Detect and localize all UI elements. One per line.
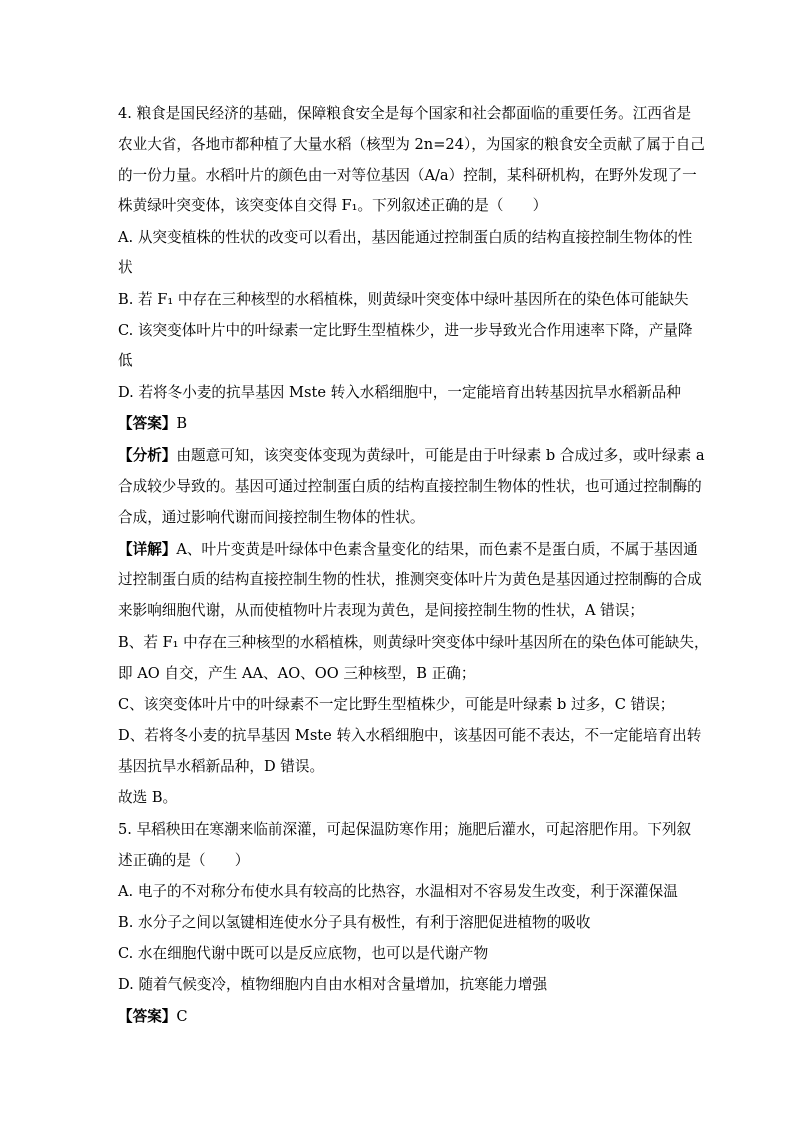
q4-stem-line: 株黄绿叶突变体，该突变体自交得 F₁。下列叙述正确的是（ ） xyxy=(118,197,548,214)
answer-value: B xyxy=(176,415,188,432)
analysis-text: 由题意可知，该突变体变现为黄绿叶，可能是由于叶绿素 b 合成过多，或叶绿素 a xyxy=(176,447,705,464)
q4-detail-line xyxy=(118,540,698,560)
q4-detail-line: 基因抗旱水稻新品种，D 错误。 xyxy=(118,758,325,775)
q4-option-c-cont: 低 xyxy=(118,352,133,369)
q4-stem-line: 农业大省，各地市都种植了大量水稻（核型为 2n=24），为国家的粮食安全贡献了属于自己 xyxy=(118,136,705,153)
q4-option-b: B. 若 F₁ 中存在三种核型的水稻植株，则黄绿叶突变体中绿叶基因所在的染色体可能缺失 xyxy=(118,291,689,308)
q4-conclusion: 故选 B。 xyxy=(118,789,178,806)
q4-analysis-line: 合成，通过影响代谢而间接控制生物体的性状。 xyxy=(118,509,425,526)
q4-detail-line: C、该突变体叶片中的叶绿素不一定比野生型植株少，可能是叶绿素 b 过多，C 错误； xyxy=(118,696,675,713)
answer-value: C xyxy=(176,1008,188,1025)
q4-detail-line: D、若将冬小麦的抗旱基因 Mste 转入水稻细胞中，该基因可能不表达，不一定能培育出转 xyxy=(118,727,702,744)
q5-stem-line: 5. 早稻秧田在寒潮来临前深灌，可起保温防寒作用；施肥后灌水，可起溶肥作用。下列叙 xyxy=(118,821,692,838)
analysis-label: 【分析】 xyxy=(118,447,177,464)
q4-stem-line: 的一份力量。水稻叶片的颜色由一对等位基因（A/a）控制，某科研机构，在野外发现了一 xyxy=(118,167,697,184)
q4-answer xyxy=(118,414,187,434)
q4-detail-line: B、若 F₁ 中存在三种核型的水稻植株，则黄绿叶突变体中绿叶基因所在的染色体可能缺失， xyxy=(118,634,709,651)
q4-stem-line: 4. 粮食是国民经济的基础，保障粮食安全是每个国家和社会都面临的重要任务。江西省是 xyxy=(118,105,692,122)
q4-option-a-cont: 状 xyxy=(118,259,133,276)
q4-detail-line: 来影响细胞代谢，从而使植物叶片表现为黄色，是间接控制生物的性状，A 错误； xyxy=(118,602,644,619)
answer-label: 【答案】 xyxy=(118,1008,177,1025)
q4-analysis-line: 合成较少导致的。基因可通过控制蛋白质的结构直接控制生物体的性状，也可通过控制酶的 xyxy=(118,478,702,495)
q5-option-b: B. 水分子之间以氢键相连使水分子具有极性，有利于溶肥促进植物的吸收 xyxy=(118,914,591,931)
q5-stem-line: 述正确的是（ ） xyxy=(118,852,250,869)
detail-label: 【详解】 xyxy=(118,541,177,558)
detail-text: A、叶片变黄是叶绿体中色素含量变化的结果，而色素不是蛋白质，不属于基因通 xyxy=(176,541,698,558)
q4-detail-line: 过控制蛋白质的结构直接控制生物的性状，推测突变体叶片为黄色是基因通过控制酶的合成 xyxy=(118,571,702,588)
q5-option-c: C. 水在细胞代谢中既可以是反应底物，也可以是代谢产物 xyxy=(118,945,489,962)
q4-option-a: A. 从突变植株的性状的改变可以看出，基因能通过控制蛋白质的结构直接控制生物体的性 xyxy=(118,229,693,246)
q4-option-c: C. 该突变体叶片中的叶绿素一定比野生型植株少，进一步导致光合作用速率下降，产量降 xyxy=(118,322,693,339)
q4-option-d: D. 若将冬小麦的抗旱基因 Mste 转入水稻细胞中，一定能培育出转基因抗旱水稻新品种 xyxy=(118,384,681,401)
q5-answer xyxy=(118,1007,188,1027)
q5-option-d: D. 随着气候变冷，植物细胞内自由水相对含量增加，抗寒能力增强 xyxy=(118,976,548,993)
q4-analysis-line xyxy=(118,446,705,466)
answer-label: 【答案】 xyxy=(118,415,177,432)
q5-option-a: A. 电子的不对称分布使水具有较高的比热容，水温相对不容易发生改变，利于深灌保温 xyxy=(118,883,678,900)
q4-detail-line: 即 AO 自交，产生 AA、AO、OO 三种核型，B 正确； xyxy=(118,665,476,682)
